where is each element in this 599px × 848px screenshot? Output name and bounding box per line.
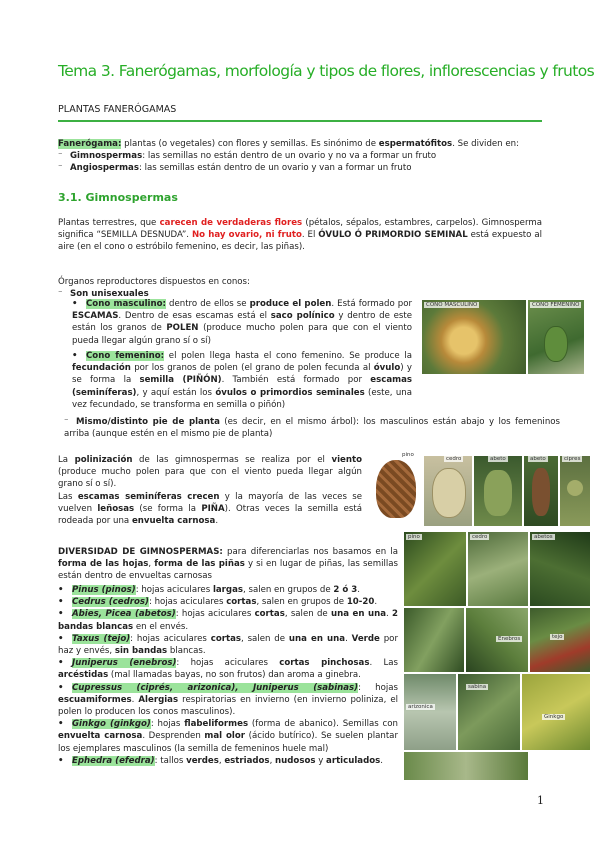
organos-intro: Órganos reproductores dispuestos en conos: <box>58 277 250 287</box>
text: por haz y envés, <box>58 633 398 657</box>
text: dentro de ellos se <box>165 299 250 309</box>
text: (forma de abanico). Semillas con <box>248 719 398 730</box>
tejo-photo <box>530 608 590 672</box>
photo-caption: cipres <box>564 456 581 462</box>
mismo-pie-item <box>64 416 560 440</box>
bold-text: cortas <box>210 633 241 644</box>
red-text: No hay ovario, ni fruto <box>191 230 302 241</box>
page-title: Tema 3. Fanerógamas, morfología y tipos de flores, inflorescencias y frutos <box>58 62 595 80</box>
pino-photo <box>404 532 466 606</box>
text: (pétalos, sépalos, estambres, carpelos). Gimnosperma significa “SEMILLA DESNUDA”. <box>58 218 542 241</box>
diversidad-intro <box>58 546 398 583</box>
text: , salen de <box>241 633 289 644</box>
text: y <box>315 755 327 766</box>
bold-text: fecundación <box>72 363 131 374</box>
text: . Dentro de esas escamas está el <box>118 311 271 322</box>
species-name: Ginkgo (ginkgo) <box>72 719 151 730</box>
bold-text: ESCAMAS <box>72 311 119 322</box>
photo-caption: abetos <box>534 534 553 540</box>
text: . <box>131 694 139 705</box>
bold-text: mal olor <box>204 731 245 742</box>
text: . <box>386 609 393 620</box>
species-name: Taxus (tejo) <box>72 633 131 644</box>
efedra-photo <box>404 752 528 780</box>
bold-text: estriados <box>224 755 270 766</box>
text: , y aquí están los <box>136 387 216 398</box>
species-name: Abies, Picea (abetos) <box>72 609 176 620</box>
species-name: Ephedra (efedra) <box>72 755 155 766</box>
text: de las gimnospermas se realiza por el <box>132 455 332 465</box>
cono-femenino-photo <box>528 300 584 374</box>
text: . <box>345 633 352 644</box>
cone-shape <box>544 326 568 362</box>
synonym: espermatófitos <box>378 139 453 149</box>
bold-text: cortas pinchosas <box>279 658 370 669</box>
list-item <box>58 718 398 755</box>
cipres-cone-photo <box>560 456 590 526</box>
bullet-icon: • <box>72 351 78 361</box>
bullet-icon: • <box>72 299 78 309</box>
bold-text: envuelta carnosa <box>131 516 216 527</box>
bold-text: sin bandas <box>114 646 168 657</box>
abetos-photo <box>530 532 590 606</box>
subheading: PLANTAS FANERÓGAMAS <box>58 104 177 115</box>
text: : hojas aciculares <box>135 585 213 595</box>
bold-text: articulados <box>326 755 381 766</box>
bold-text: escamas seminíferas crecen <box>77 491 220 502</box>
bold-text: 2 ó 3 <box>333 585 358 595</box>
text: , salen en grupos de <box>243 585 334 595</box>
list-item <box>58 584 398 596</box>
cono-masculino-photo <box>422 300 526 374</box>
cono-femenino-item <box>72 350 412 411</box>
cono-masculino-item <box>72 298 412 347</box>
cedro-photo <box>468 532 528 606</box>
bold-text: cortas <box>254 609 285 620</box>
bold-text: envuelta carnosa <box>58 731 143 742</box>
text: . Desprenden <box>142 731 205 742</box>
text: está expuesto al aire (en el cono o estróbilo femenino, es decir, las piñas). <box>58 230 543 253</box>
bold-text: semilla (PIÑÓN) <box>139 375 222 386</box>
bullet-icon: • <box>58 609 64 620</box>
species-name: Cupressus (ciprés, arizonica), Juniperus (sabinas) <box>72 682 359 693</box>
enebros-photo-left <box>404 608 464 672</box>
dash-icon: ⁻ <box>58 163 63 174</box>
red-text: carecen de verdaderas flores <box>159 218 303 228</box>
title-rule <box>58 120 542 122</box>
species-name: Pinus (pinos) <box>72 585 136 595</box>
text: : tallos <box>154 755 187 766</box>
photo-caption: Enebros <box>498 636 521 642</box>
bold-text: 2 bandas blancas <box>58 609 398 632</box>
bold-text: forma de las piñas <box>154 559 245 570</box>
text: , <box>148 559 155 570</box>
bold-text: produce el polen <box>249 299 332 309</box>
bullet-icon: • <box>58 658 64 669</box>
text: (produce mucho polen para que con el viento pueda llegar algún grano sí o sí). <box>58 467 362 490</box>
bold-text: escuamiformes <box>58 694 132 705</box>
text: en el envés. <box>133 621 189 632</box>
photo-caption: CONO MASCULINO <box>426 302 478 308</box>
pine-cone-shape <box>376 460 416 518</box>
text: Las <box>58 491 78 502</box>
text: . Está formado por <box>331 299 413 309</box>
photo-caption: cedro <box>446 456 462 462</box>
bold-text: largas <box>212 585 243 595</box>
text: el polen llega hasta el cono femenino. Se produce la <box>164 351 412 361</box>
text: (es decir, en el mismo árbol): los masculinos están abajo y los femeninos arriba (aunque estén en el mismo pie de planta) <box>64 417 560 440</box>
bullet-icon: • <box>58 755 64 766</box>
bold-text: Mismo/distinto pie de planta <box>76 417 220 427</box>
angio-text: : las semillas están dentro de un ovario y van a formar un fruto <box>138 163 412 174</box>
ginkgo-photo <box>522 674 590 750</box>
section-title: 3.1. Gimnospermas <box>58 191 178 204</box>
text: ). Otras veces la semilla está rodeada por una <box>58 503 362 527</box>
list-item <box>58 682 398 719</box>
list-item <box>58 633 398 657</box>
bold-text: nudosos <box>275 755 316 766</box>
photo-caption: CONO FEMENINO <box>532 302 580 308</box>
photo-caption: arizonica <box>408 704 433 710</box>
list-item <box>58 596 398 608</box>
text: , <box>269 755 276 766</box>
text: (produce mucho polen para que con el viento pueda llegar algún grano sí o sí) <box>72 323 412 346</box>
bold-text: verdes <box>186 755 219 766</box>
text: (este, una vez fecundado, se transforma en semilla o piñón) <box>72 387 412 410</box>
masc-label: Cono masculino: <box>86 299 166 309</box>
text: . <box>380 755 383 766</box>
photo-caption: cedro <box>472 534 488 540</box>
bold-text: polinización <box>74 455 133 465</box>
text: y si en lugar de piñas, las semillas están dentro de envueltas carnosas <box>58 559 398 582</box>
dash-icon: ⁻ <box>58 289 63 299</box>
bullet-icon: • <box>58 597 64 608</box>
text: , salen en grupos de <box>256 597 347 608</box>
text: blancas. <box>167 646 206 657</box>
spruce-cone-shape <box>532 468 550 516</box>
dash-icon: ⁻ <box>58 151 63 162</box>
cypress-cone-shape <box>567 480 583 496</box>
bold-text: flabeliformes <box>184 719 249 730</box>
list-item <box>58 657 398 681</box>
list-item <box>58 755 398 767</box>
text: : hojas aciculares <box>175 609 255 620</box>
page-number: 1 <box>537 794 544 807</box>
text: Plantas terrestres, que <box>58 218 160 228</box>
bold-text: viento <box>331 455 362 465</box>
text: . <box>215 516 219 527</box>
pino-cone-photo <box>370 452 422 524</box>
photo-caption: pino <box>408 534 420 540</box>
bold-text: 10-20 <box>346 597 375 608</box>
bold-text: escamas (seminíferas) <box>72 375 412 398</box>
text: . También está formado por <box>221 375 371 386</box>
bullet-icon: • <box>58 719 64 730</box>
bold-text: una en una <box>330 609 387 620</box>
bold-text: POLEN <box>166 323 199 334</box>
text: (se forma la <box>134 503 202 514</box>
bold-text: óvulos o primordios seminales <box>215 387 365 398</box>
list-item <box>58 608 398 632</box>
term-highlight: Fanerógama: <box>58 139 122 149</box>
bold-text: ÓVULO Ó PRIMORDIO SEMINAL <box>318 230 468 241</box>
photo-caption: sabina <box>468 684 487 690</box>
bold-text: PIÑA <box>201 503 225 514</box>
enebros-photo <box>466 608 528 672</box>
text: y la mayoría de las veces se vuelven <box>58 491 362 514</box>
text: ) y se forma la <box>72 363 413 386</box>
bold-text: Verde <box>351 633 380 644</box>
text: , salen de <box>284 609 331 620</box>
unisex-label: Son unisexuales <box>70 289 149 299</box>
bullet-icon: • <box>58 585 64 595</box>
diversidad-list <box>58 584 398 767</box>
bold-text: forma de las hojas <box>58 559 149 570</box>
abeto-cone-photo-2 <box>524 456 558 526</box>
species-name: Juniperus (enebros) <box>72 658 177 669</box>
fir-cone-shape <box>484 470 512 516</box>
gimno-text: : las semillas no están dentro de un ovario y no va a formar un fruto <box>142 151 437 162</box>
bold-text: cortas <box>226 597 257 608</box>
bold-text: DIVERSIDAD DE GIMNOSPERMAS: <box>58 547 223 557</box>
photo-caption: Ginkgo <box>544 714 564 720</box>
dash-icon: ⁻ <box>64 417 69 427</box>
bold-text: Alergias <box>138 694 179 705</box>
text: para diferenciarlas nos basamos en la <box>222 547 399 557</box>
intro-text: plantas (o vegetales) con flores y semillas. Es sinónimo de <box>121 139 379 149</box>
bold-text: arcéstidas <box>58 670 109 681</box>
cedro-cone-photo <box>424 456 472 526</box>
gimno-paragraph <box>58 217 542 254</box>
text: : hojas aciculares <box>148 597 227 608</box>
arizonica-photo <box>404 674 456 750</box>
text: , <box>218 755 225 766</box>
bold-text: saco polínico <box>270 311 335 322</box>
fem-label: Cono femenino: <box>86 351 165 361</box>
polinizacion-paragraph <box>58 454 362 527</box>
cedar-cone-shape <box>432 468 466 518</box>
text: (ácido butírico). Se suelen plantar los ejemplares masculinos (la semilla de femeninos huele mal) <box>58 731 398 754</box>
text: La <box>58 455 75 465</box>
photo-caption: abeto <box>530 456 546 462</box>
intro-paragraph <box>58 138 548 175</box>
text: : hojas <box>150 719 185 730</box>
photo-caption: pino <box>402 452 414 458</box>
intro-text-2: . Se dividen en: <box>452 139 519 149</box>
text: : hojas <box>358 682 398 693</box>
text: respiratorias en invierno (en invierno poliniza, el polen lo producen los conos masculinos). <box>58 694 398 718</box>
text: por los granos de polen (el grano de polen fecunda al <box>130 363 374 374</box>
text: . Las <box>369 658 398 669</box>
text: : hojas aciculares <box>176 658 280 669</box>
bullet-icon: • <box>58 682 64 693</box>
text: . El <box>301 230 319 241</box>
angio-label: Angiospermas <box>70 163 139 174</box>
sabina-photo <box>458 674 520 750</box>
text: y dentro de este están los granos de <box>72 311 413 334</box>
bold-text: óvulo <box>373 363 401 374</box>
bullet-icon: • <box>58 633 64 644</box>
species-name: Cedrus (cedros) <box>72 597 149 608</box>
bold-text: leñosas <box>97 503 135 514</box>
gimno-label: Gimnospermas <box>70 151 143 162</box>
abeto-cone-photo-1 <box>474 456 522 526</box>
photo-caption: abeto <box>490 456 506 462</box>
text: . <box>357 585 360 595</box>
text: (mal llamadas bayas, no son frutos) dan aroma a ginebra. <box>108 670 361 681</box>
bold-text: una en una <box>288 633 346 644</box>
photo-caption: tejo <box>552 634 563 640</box>
text: . <box>374 597 378 608</box>
text: : hojas aciculares <box>130 633 211 644</box>
